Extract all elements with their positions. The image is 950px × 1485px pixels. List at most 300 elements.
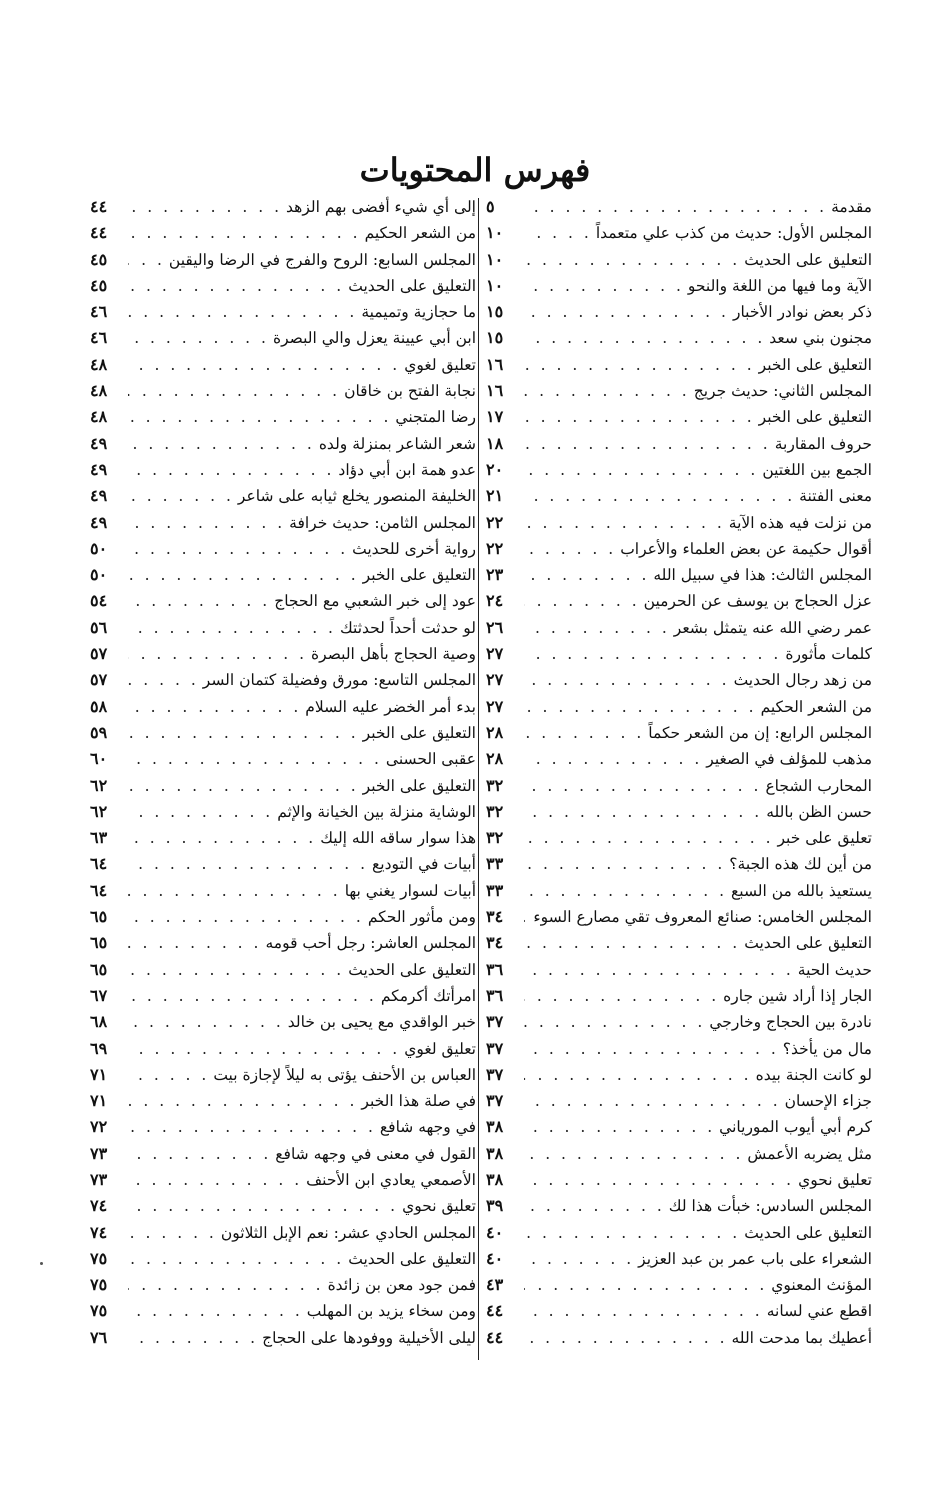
toc-entry [486, 1246, 872, 1272]
dot-leader [524, 957, 794, 983]
toc-entry [90, 694, 476, 720]
toc-entry-page: ٧٥ [90, 1275, 108, 1295]
toc-entry-title: التعليق على الحديث [348, 1249, 476, 1268]
dot-leader [524, 483, 795, 509]
toc-entry-title: عزل الحجاج بن يوسف عن الحرمين [643, 592, 872, 611]
toc-entry [90, 1141, 476, 1167]
toc-entry [486, 1088, 872, 1114]
dot-leader [524, 773, 761, 799]
toc-entry-title: ليلى الأخيلية ووفودها على الحجاج [262, 1328, 476, 1347]
toc-entry [90, 1009, 476, 1035]
toc-entry-title: المجلس الثالث: هذا في سبيل الله [653, 566, 872, 585]
toc-entry-title: نجابة الفتح بن خاقان [344, 382, 476, 401]
dot-leader [128, 1298, 303, 1324]
toc-entry-page: ٢٤ [486, 591, 504, 611]
toc-entry [90, 352, 476, 378]
dot-leader [524, 1246, 634, 1272]
toc-entry [486, 404, 872, 430]
toc-entry [90, 1193, 476, 1219]
toc-entry [90, 299, 476, 325]
toc-entry-title: المؤنث المعنوي [771, 1276, 872, 1295]
dot-leader [524, 1062, 752, 1088]
toc-entry-title: المجلس الرابع: إن من الشعر حكماً [648, 723, 872, 742]
toc-entry [90, 273, 476, 299]
toc-entry-page: ٤٠ [486, 1248, 504, 1268]
dot-leader [128, 904, 364, 930]
toc-entry-title: التعليق على الخبر [758, 408, 872, 427]
dot-leader [128, 431, 315, 457]
toc-entry-page: ٣٤ [486, 933, 504, 953]
toc-entry [486, 904, 872, 930]
toc-entry-title: كرم أبي أيوب المورياني [719, 1118, 872, 1137]
toc-entry-title: حروف المقاربة [774, 434, 872, 453]
toc-entry [90, 1220, 476, 1246]
page-title: فهرس المحتويات [359, 151, 591, 189]
dot-leader [128, 299, 357, 325]
toc-entry [486, 588, 872, 614]
toc-entry [90, 510, 476, 536]
toc-entry [486, 773, 872, 799]
dot-leader [524, 983, 719, 1009]
toc-entry [486, 457, 872, 483]
toc-entry-title: اقطع عني لسانه [766, 1302, 872, 1321]
dot-leader [128, 483, 234, 509]
toc-entry [486, 1009, 872, 1035]
toc-entry-page: ٦٠ [90, 749, 108, 769]
dot-leader [128, 878, 341, 904]
dot-leader [524, 247, 740, 273]
toc-entry-title: جزاء الإحسان [784, 1092, 872, 1111]
dot-leader [128, 588, 270, 614]
toc-entry-page: ٢٨ [486, 722, 504, 742]
dot-leader [524, 1325, 728, 1351]
toc-entry-page: ٢٦ [486, 617, 504, 637]
dot-leader [128, 1009, 284, 1035]
toc-entry-page: ٦٢ [90, 801, 108, 821]
toc-entry [90, 799, 476, 825]
dot-leader [128, 851, 368, 877]
toc-entry-page: ٤٥ [90, 249, 108, 269]
toc-entry-title: عقبى الحسنى [385, 750, 476, 769]
toc-entry [90, 194, 476, 220]
toc-entry-page: ٧٣ [90, 1169, 108, 1189]
dot-leader [524, 930, 740, 956]
dot-leader [128, 1325, 258, 1351]
dot-leader [524, 1009, 705, 1035]
toc-entry-page: ٦٤ [90, 880, 108, 900]
toc-entry [90, 957, 476, 983]
toc-entry-title: من نزلت فيه هذه الآية [728, 513, 872, 532]
toc-entry-page: ٣٨ [486, 1143, 504, 1163]
toc-entry-title: الشعراء على باب عمر بن عبد العزيز [638, 1249, 872, 1268]
toc-entry-title: الخليفة المنصور يخلع ثيابه على شاعر [237, 487, 476, 506]
dot-leader [128, 510, 285, 536]
toc-entry-title: التعليق على الحديث [744, 250, 872, 269]
toc-entry [486, 247, 872, 273]
toc-entry-title: مقدمة [831, 198, 872, 216]
toc-entry [90, 247, 476, 273]
dot-leader [128, 273, 344, 299]
dot-leader [524, 378, 690, 404]
toc-entry-title: أبيات لسوار يغني بها [344, 881, 476, 900]
dot-leader [128, 457, 334, 483]
toc-entry-page: ٣٣ [486, 854, 504, 874]
dot-leader [524, 1088, 781, 1114]
toc-entry-page: ٧٤ [90, 1196, 108, 1216]
toc-entry [90, 562, 476, 588]
toc-entry [90, 1114, 476, 1140]
toc-entry-title: ومن مأثور الحكم [367, 908, 476, 927]
toc-entry [90, 378, 476, 404]
toc-entry [486, 1272, 872, 1298]
toc-entry [486, 641, 872, 667]
toc-entry-page: ٣٢ [486, 801, 504, 821]
toc-entry-page: ٣٤ [486, 907, 504, 927]
dot-leader [128, 1088, 357, 1114]
toc-entry-page: ٦٣ [90, 828, 108, 848]
toc-entry-page: ٧٢ [90, 1117, 108, 1137]
dot-leader [128, 247, 165, 273]
toc-entry-page: ٣٨ [486, 1169, 504, 1189]
toc-entry-title: إلى أي شيء أفضى بهم الزهد [286, 198, 476, 216]
toc-entry-page: ٣٢ [486, 828, 504, 848]
dot-leader [128, 983, 377, 1009]
toc-entry-title: عدو همة ابن أبي دؤاد [338, 460, 476, 479]
toc-entry-page: ٤٣ [486, 1275, 504, 1295]
toc-entry-title: مجنون بني سعد [769, 329, 872, 348]
toc-entry-page: ١٠ [486, 249, 504, 269]
toc-left-column [90, 194, 476, 1351]
toc-entry-title: المحارب الشجاع [765, 776, 872, 795]
toc-entry-title: بدء أمر الخضر عليه السلام [305, 697, 476, 716]
toc-entry [90, 1272, 476, 1298]
toc-entry-title: ذكر بعض نوادر الأخبار [732, 303, 872, 322]
dot-leader [524, 299, 729, 325]
toc-entry-title: الجار إذا أراد شين جاره [723, 986, 872, 1005]
toc-entry-title: ومن سخاء يزيد بن المهلب [306, 1302, 476, 1321]
toc-entry-title: من أين لك هذه الجبة؟ [729, 855, 872, 874]
dot-leader [128, 746, 382, 772]
toc-entry-page: ٤٦ [90, 328, 108, 348]
toc-entry-page: ٣٦ [486, 959, 504, 979]
toc-entry-page: ٥٩ [90, 722, 108, 742]
toc-entry [486, 720, 872, 746]
toc-entry-title: التعليق على الخبر [362, 776, 476, 795]
toc-entry-title: مال من يأخذ؟ [782, 1039, 872, 1058]
toc-entry-page: ٧٤ [90, 1222, 108, 1242]
toc-entry-title: المجلس الثاني: حديث جريج [693, 382, 872, 401]
toc-entry [486, 851, 872, 877]
toc-entry-page: ٧١ [90, 1064, 108, 1084]
toc-entry [90, 1088, 476, 1114]
toc-entry-title: التعليق على الخبر [362, 566, 476, 585]
toc-entry-page: ٧٥ [90, 1248, 108, 1268]
toc-entry [90, 404, 476, 430]
toc-entry-page: ٤٦ [90, 302, 108, 322]
toc-entry-page: ٥٦ [90, 617, 108, 637]
toc-entry-title: الآية وما فيها من اللغة والنحو [687, 276, 872, 295]
toc-entry-page: ٣٩ [486, 1196, 504, 1216]
toc-entry-title: من الشعر الحكيم [364, 224, 476, 243]
toc-entry-page: ٧٣ [90, 1143, 108, 1163]
toc-entry-title: التعليق على الحديث [744, 1223, 872, 1242]
toc-entry [486, 930, 872, 956]
toc-entry-title: تعليق على خبر [777, 829, 872, 848]
toc-entry [486, 1141, 872, 1167]
toc-entry [486, 1325, 872, 1351]
toc-entry-page: ٧١ [90, 1091, 108, 1111]
toc-entry [486, 1193, 872, 1219]
toc-entry [90, 431, 476, 457]
toc-entry-page: ٤٥ [90, 275, 108, 295]
toc-entry-page: ١٧ [486, 407, 504, 427]
toc-entry [90, 615, 476, 641]
toc-entry-title: يستعيذ بالله من السبع [731, 881, 872, 900]
toc-entry-page: ٥٤ [90, 591, 108, 611]
toc-entry [486, 378, 872, 404]
dot-leader [128, 1062, 209, 1088]
dot-leader [128, 1272, 324, 1298]
dot-leader [524, 1272, 767, 1298]
toc-entry [486, 746, 872, 772]
toc-entry-title: المجلس العاشر: رجل أحب قومه [265, 934, 476, 953]
dot-leader [524, 352, 755, 378]
toc-entry-page: ٣٧ [486, 1091, 504, 1111]
toc-entry [90, 1036, 476, 1062]
toc-entry-page: ٥٧ [90, 670, 108, 690]
dot-leader [128, 667, 199, 693]
dot-leader [128, 220, 361, 246]
toc-entry-page: ٢٢ [486, 538, 504, 558]
toc-entry-title: لو حدثت أحداً لحدثتك [339, 618, 476, 637]
toc-entry [90, 1298, 476, 1324]
toc-entry-title: التعليق على الحديث [348, 960, 476, 979]
dot-leader [524, 825, 774, 851]
toc-entry-title: المجلس الخامس: صنائع المعروف تقي مصارع السوء [533, 908, 872, 927]
dot-leader [128, 720, 359, 746]
toc-entry-title: كلمات مأثورة [785, 645, 872, 664]
toc-entry-page: ٢٧ [486, 670, 504, 690]
toc-entry-page: ٦٥ [90, 933, 108, 953]
toc-entry [90, 904, 476, 930]
toc-entry [90, 983, 476, 1009]
toc-entry-title: الوشاية منزلة بين الخيانة والإثم [277, 802, 476, 821]
dot-leader [128, 1193, 398, 1219]
toc-entry-title: ما حجازية وتميمية [361, 303, 476, 322]
toc-entry-title: المجلس الثامن: حديث خرافة [289, 513, 476, 532]
toc-entry-title: رضا المتجني [395, 408, 476, 427]
dot-leader [524, 720, 644, 746]
dot-leader [524, 878, 727, 904]
toc-entry [90, 483, 476, 509]
dot-leader [524, 1298, 763, 1324]
toc-entry [486, 483, 872, 509]
toc-entry-page: ١٨ [486, 433, 504, 453]
dot-leader [524, 851, 725, 877]
toc-entry-page: ٤٨ [90, 407, 108, 427]
dot-leader [524, 667, 730, 693]
toc-entry-page: ٤٤ [486, 1301, 504, 1321]
dot-leader [524, 1167, 794, 1193]
toc-entry-title: التعليق على الحديث [348, 276, 476, 295]
toc-entry [486, 957, 872, 983]
toc-entry [486, 194, 872, 220]
dot-leader [128, 694, 301, 720]
toc-entry [486, 1298, 872, 1324]
toc-entry-title: مثل يضربه الأعمش [747, 1144, 872, 1163]
toc-entry-title: المجلس التاسع: مورق وفضيلة كتمان السر [202, 671, 476, 690]
toc-entry-title: مذهب للمؤلف في الصغير [706, 750, 872, 769]
toc-entry [90, 641, 476, 667]
toc-entry [486, 536, 872, 562]
toc-entry [486, 1220, 872, 1246]
toc-entry [486, 220, 872, 246]
dot-leader [524, 1220, 740, 1246]
toc-entry-page: ٢٠ [486, 459, 504, 479]
dot-leader [128, 615, 336, 641]
toc-entry-page: ١٦ [486, 381, 504, 401]
toc-entry-page: ٥٠ [90, 565, 108, 585]
toc-entry [90, 773, 476, 799]
dot-leader [524, 1114, 715, 1140]
toc-entry-page: ٣٦ [486, 985, 504, 1005]
toc-entry-title: في وجهه شافع [379, 1118, 476, 1137]
toc-entry-title: المجلس الأول: حديث من كذب علي متعمداً [595, 224, 872, 243]
toc-entry-title: حسن الظن بالله [766, 802, 872, 821]
toc-entry [486, 273, 872, 299]
dot-leader [524, 431, 771, 457]
toc-entry-page: ٣٧ [486, 1064, 504, 1084]
toc-entry [486, 983, 872, 1009]
dot-leader [524, 588, 640, 614]
toc-entry-title: التعليق على الخبر [362, 723, 476, 742]
toc-entry-page: ٣٢ [486, 775, 504, 795]
toc-entry-page: ٤٨ [90, 381, 108, 401]
toc-entry-page: ٧٥ [90, 1301, 108, 1321]
toc-entry-page: ٥٧ [90, 644, 108, 664]
dot-leader [524, 799, 762, 825]
toc-entry-title: تعليق لغوي [404, 1039, 476, 1058]
dot-leader [524, 615, 670, 641]
toc-entry-page: ٢٧ [486, 644, 504, 664]
dot-leader [128, 562, 359, 588]
toc-entry-page: ٦٤ [90, 854, 108, 874]
dot-leader [128, 957, 344, 983]
dot-leader [128, 325, 269, 351]
toc-entry-page: ١٥ [486, 302, 504, 322]
toc-entry-title: المجلس السابع: الروح والفرج في الرضا واليقين [168, 250, 476, 269]
toc-entry [486, 615, 872, 641]
toc-entry [486, 299, 872, 325]
toc-entry-page: ٦٥ [90, 959, 108, 979]
toc-entry [90, 325, 476, 351]
toc-entry [90, 588, 476, 614]
toc-right-column [486, 194, 872, 1351]
toc-entry-page: ٦٢ [90, 775, 108, 795]
toc-entry [90, 1246, 476, 1272]
toc-entry [486, 1167, 872, 1193]
toc-entry [90, 720, 476, 746]
dot-leader [524, 457, 758, 483]
dot-leader [128, 1246, 344, 1272]
toc-entry-title: ابن أبي عيينة يعزل والي البصرة [272, 329, 476, 348]
dot-leader [128, 1141, 271, 1167]
dot-leader [128, 1167, 302, 1193]
toc-entry-page: ٤٠ [486, 1222, 504, 1242]
toc-entry-title: من زهد رجال الحديث [733, 671, 872, 690]
dot-leader [524, 1141, 743, 1167]
toc-entry-page: ١٦ [486, 354, 504, 374]
toc-entry-page: ١٠ [486, 223, 504, 243]
toc-entry [486, 325, 872, 351]
toc-entry-page: ٤٩ [90, 486, 108, 506]
toc-entry [90, 851, 476, 877]
toc-entry [90, 536, 476, 562]
toc-entry [486, 1062, 872, 1088]
toc-entry-page: ٧٦ [90, 1327, 108, 1347]
toc-entry-page: ٦٨ [90, 1012, 108, 1032]
toc-entry-page: ٣٧ [486, 1012, 504, 1032]
dot-leader [128, 536, 348, 562]
toc-entry-title: تعليق نحوي [402, 1197, 476, 1216]
toc-entry-title: المجلس السادس: خبأت هذا لك [668, 1197, 872, 1216]
dot-leader [524, 536, 616, 562]
toc-entry-page: ٦٥ [90, 907, 108, 927]
toc-entry-page: ٤٤ [90, 223, 108, 243]
dot-leader [524, 510, 725, 536]
dot-leader [524, 404, 755, 430]
toc-entry [486, 825, 872, 851]
toc-entry-title: أعطيك بما مدحت الله [731, 1328, 872, 1347]
dot-leader [128, 404, 391, 430]
toc-entry-title: هذا سوار ساقه الله إليك [320, 829, 476, 848]
toc-entry-page: ٣٣ [486, 880, 504, 900]
column-divider [478, 198, 479, 1360]
dot-leader [128, 641, 307, 667]
toc-entry [90, 825, 476, 851]
toc-entry-title: رواية أخرى للحديث [352, 539, 476, 558]
toc-entry [90, 667, 476, 693]
toc-entry-page: ٣٧ [486, 1038, 504, 1058]
toc-entry-title: القول في معنى في وجهه شافع [275, 1144, 476, 1163]
toc-entry [90, 1325, 476, 1351]
dot-leader [524, 325, 765, 351]
dot-leader [128, 378, 340, 404]
toc-entry-title: امرأتك أكرمكم [380, 986, 476, 1005]
toc-entry-title: المجلس الحادي عشر: نعم الإبل الثلاثون [220, 1223, 476, 1242]
toc-entry-page: ١٠ [486, 275, 504, 295]
toc-entry-page: ٥ [486, 197, 495, 216]
toc-entry-page: ٢٣ [486, 565, 504, 585]
toc-entry-page: ٤٤ [90, 197, 108, 216]
toc-entry-title: عود إلى خبر الشعبي مع الحجاج [274, 592, 476, 611]
toc-entry-title: من الشعر الحكيم [760, 697, 872, 716]
dot-leader [524, 641, 781, 667]
dot-leader [524, 1193, 665, 1219]
dot-leader [524, 273, 684, 299]
toc-entry-title: تعليق لغوي [404, 355, 476, 374]
toc-entry [486, 1114, 872, 1140]
dot-leader [128, 825, 316, 851]
dot-leader [128, 1114, 376, 1140]
toc-entry-page: ٤٩ [90, 433, 108, 453]
dot-leader [128, 194, 282, 220]
dot-leader [524, 194, 827, 220]
toc-entry-title: تعليق نحوي [798, 1170, 872, 1189]
toc-entry [486, 878, 872, 904]
dot-leader [524, 694, 757, 720]
toc-entry [486, 694, 872, 720]
